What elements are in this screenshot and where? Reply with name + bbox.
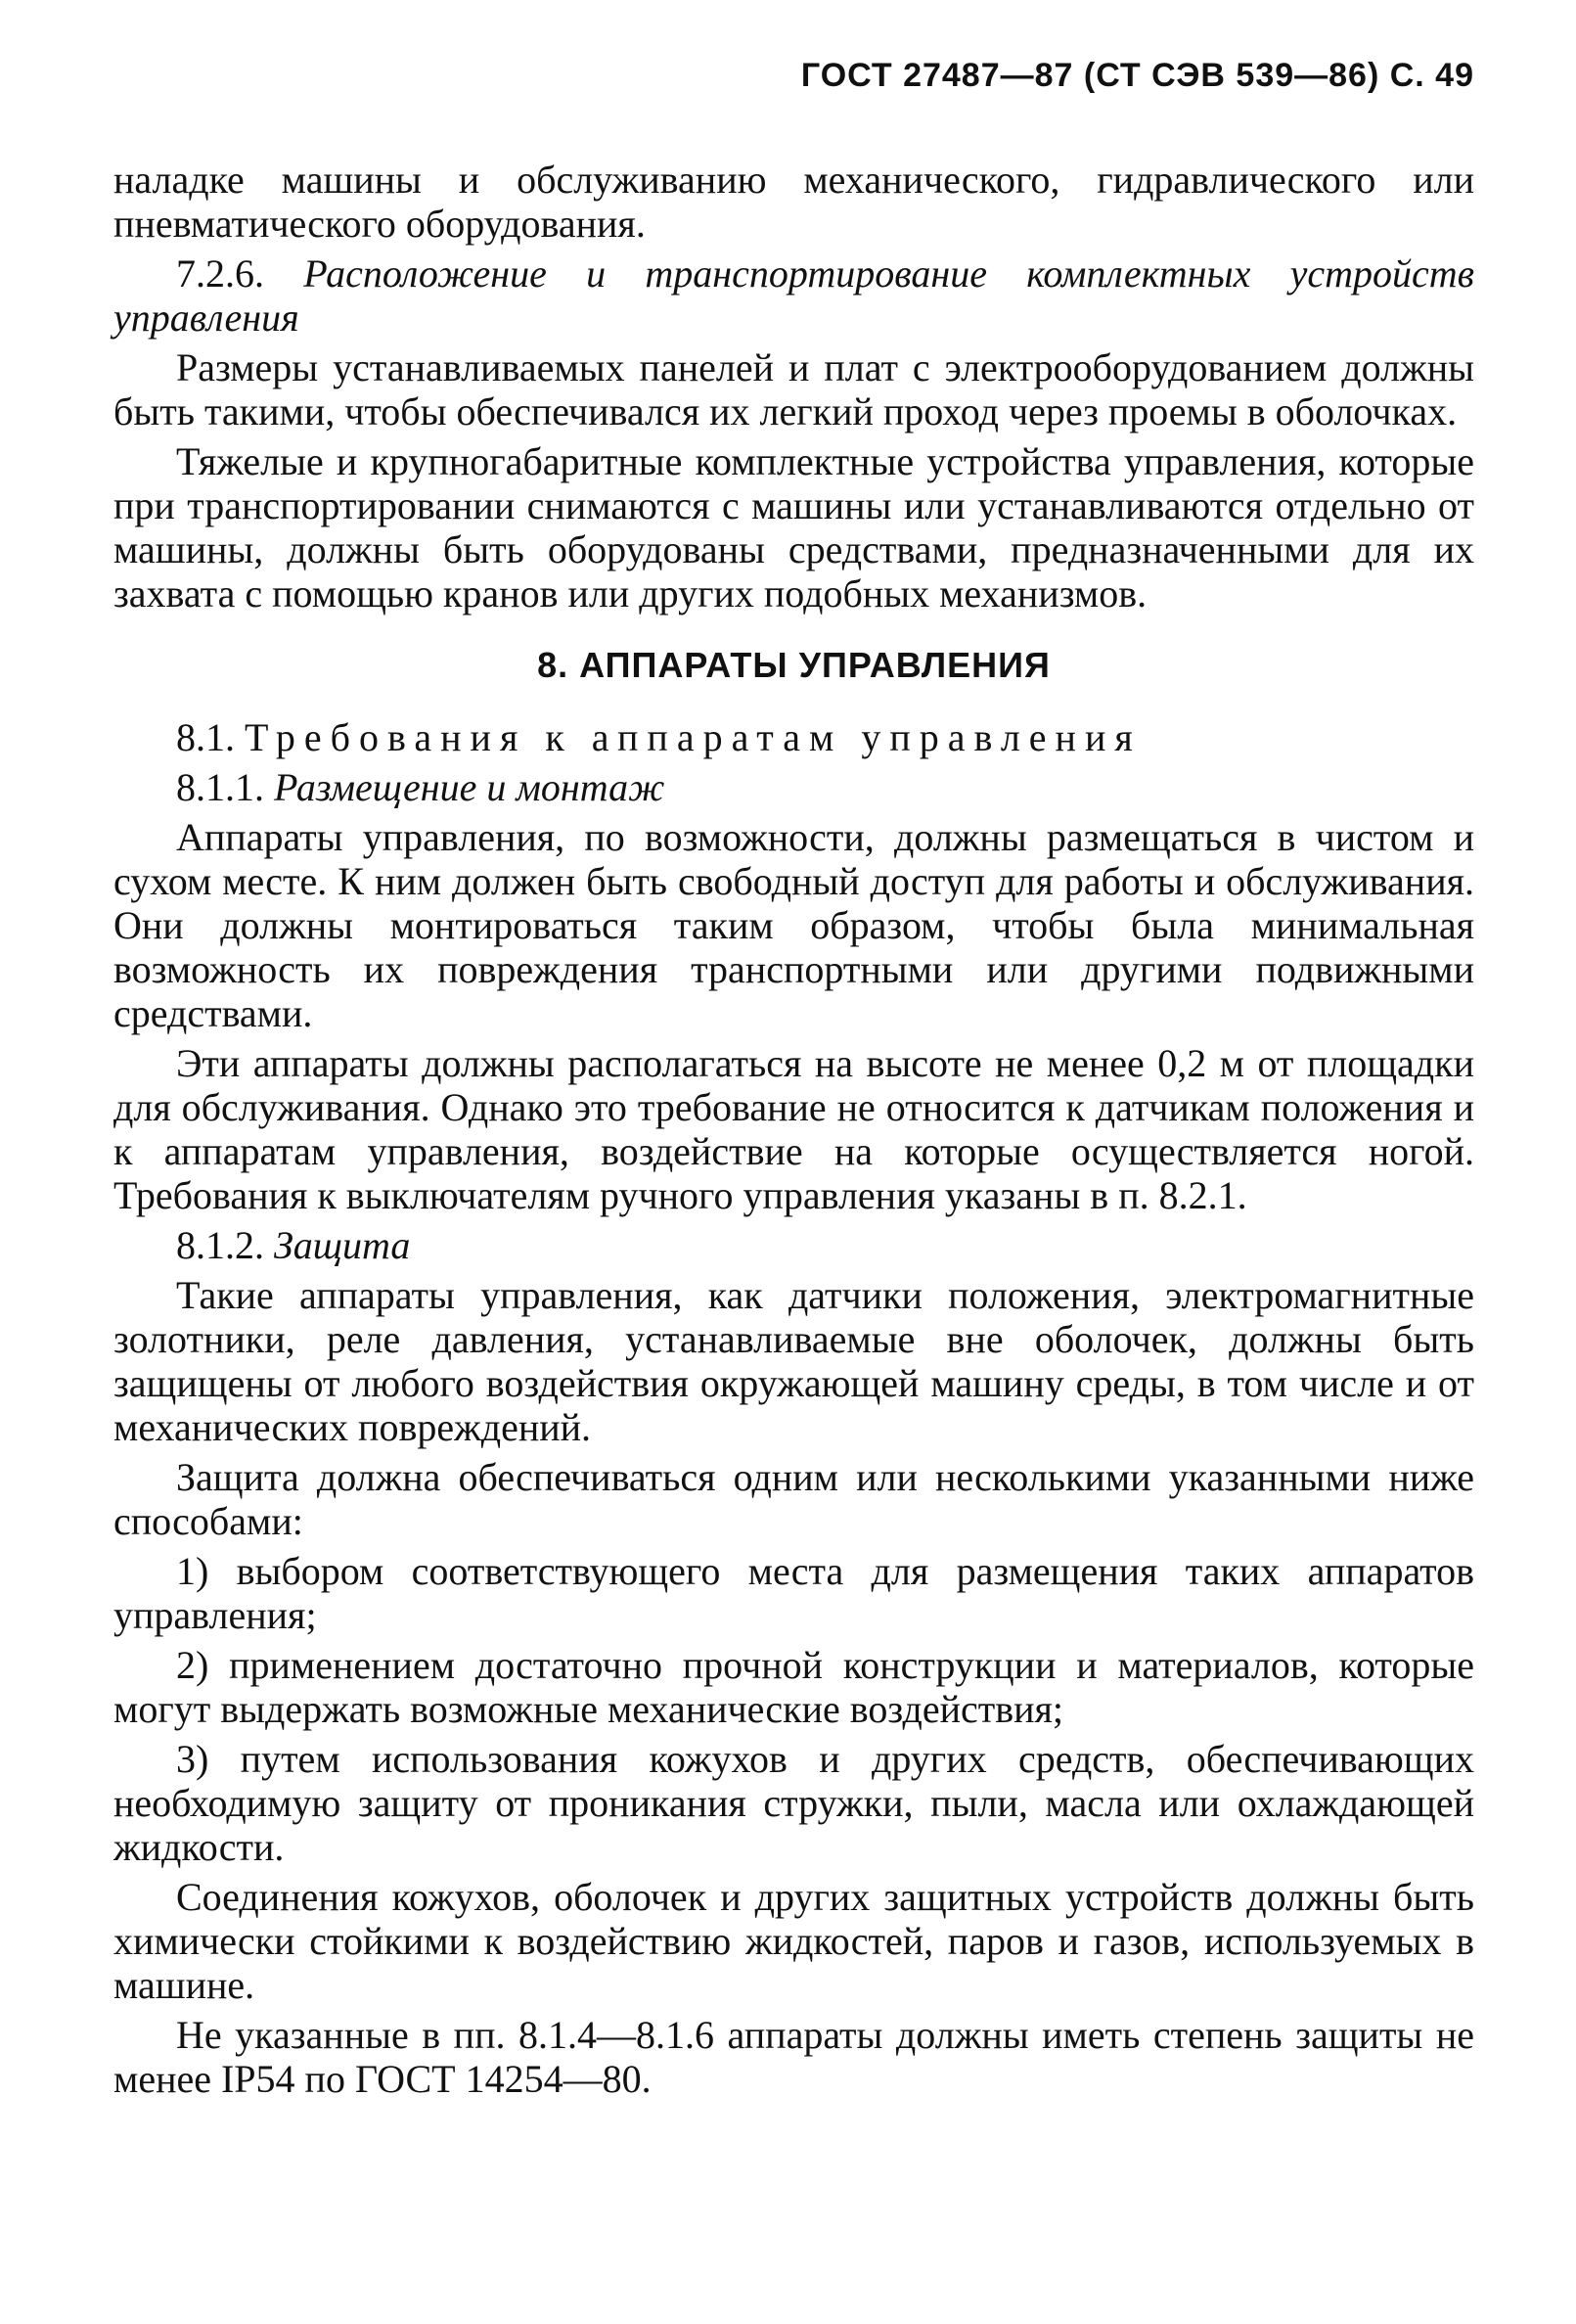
clause-8-1-1 (113, 765, 1474, 809)
paragraph-heavy-devices: Тяжелые и крупногабаритные комплектные устройства управления, которые при транспортировании снимаются с машины или устанавливаются отдельно от машины, должны быть оборудованы средствами, предназначенными для их захвата с помощью кранов или других подобных механизмов. (113, 439, 1474, 615)
clause-8-1-2 (113, 1223, 1474, 1267)
clause-number: 8.1. (176, 715, 235, 759)
clause-8-1 (113, 715, 1474, 759)
clause-title: Требования к аппаратам управления (245, 715, 1142, 759)
clause-title: Расположение и транспортирование комплектных устройств управления (113, 251, 1475, 340)
section-heading: 8. АППАРАТЫ УПРАВЛЕНИЯ (537, 645, 1051, 685)
list-item: 3) путем использования кожухов и других средств, обеспечивающих необходимую защиту от проникания стружки, пыли, масла или охлаждающей жидкости. (113, 1737, 1474, 1869)
clause-title: Защита (274, 1223, 411, 1267)
paragraph-protection: Такие аппараты управления, как датчики положения, электромагнитные золотники, реле давления, устанавливаемые вне оболочек, должны быть защищены от любого воздействия окружающей машину среды, в том числе и от механических повреждений. (113, 1273, 1474, 1449)
running-header: ГОСТ 27487—87 (СТ СЭВ 539—86) С. 49 (800, 57, 1474, 94)
paragraph-height: Эти аппараты должны располагаться на высоте не менее 0,2 м от площадки для обслуживания. Однако это требование не относится к датчикам положения и к аппаратам управления, воздействие на которые осуществляется ногой. Требования к выключателям ручного управления указаны в п. 8.2.1. (113, 1041, 1474, 1217)
paragraph-methods: Защита должна обеспечиваться одним или несколькими указанными ниже способами: (113, 1455, 1474, 1543)
paragraph-panels: Размеры устанавливаемых панелей и плат с электрооборудованием должны быть такими, чтобы обеспечивался их легкий проход через проемы в оболочках. (113, 345, 1474, 433)
list-item: 1) выбором соответствующего места для размещения таких аппаратов управления; (113, 1549, 1474, 1637)
paragraph-ip-rating: Не указанные в пп. 8.1.4—8.1.6 аппараты должны иметь степень защиты не менее IP54 по ГОСТ 14254—80. (113, 2013, 1474, 2101)
clause-7-2-6 (113, 251, 1474, 340)
paragraph-joints: Соединения кожухов, оболочек и других защитных устройств должны быть химически стойкими к воздействию жидкостей, паров и газов, используемых в машине. (113, 1875, 1474, 2007)
paragraph-continued: наладке машины и обслуживанию механического, гидравлического или пневматического оборудования. (113, 158, 1474, 246)
clause-number: 8.1.1. (176, 765, 264, 809)
clause-title: Размещение и монтаж (274, 765, 665, 809)
paragraph-placement: Аппараты управления, по возможности, должны размещаться в чистом и сухом месте. К ним должен быть свободный доступ для работы и обслуживания. Они должны монтироваться таким образом, чтобы была минимальная возможность их повреждения транспортными или другими подвижными средствами. (113, 815, 1474, 1035)
clause-number: 8.1.2. (176, 1223, 264, 1267)
clause-number: 7.2.6. (176, 251, 264, 296)
list-item: 2) применением достаточно прочной конструкции и материалов, которые могут выдержать возможные механические воздействия; (113, 1643, 1474, 1731)
